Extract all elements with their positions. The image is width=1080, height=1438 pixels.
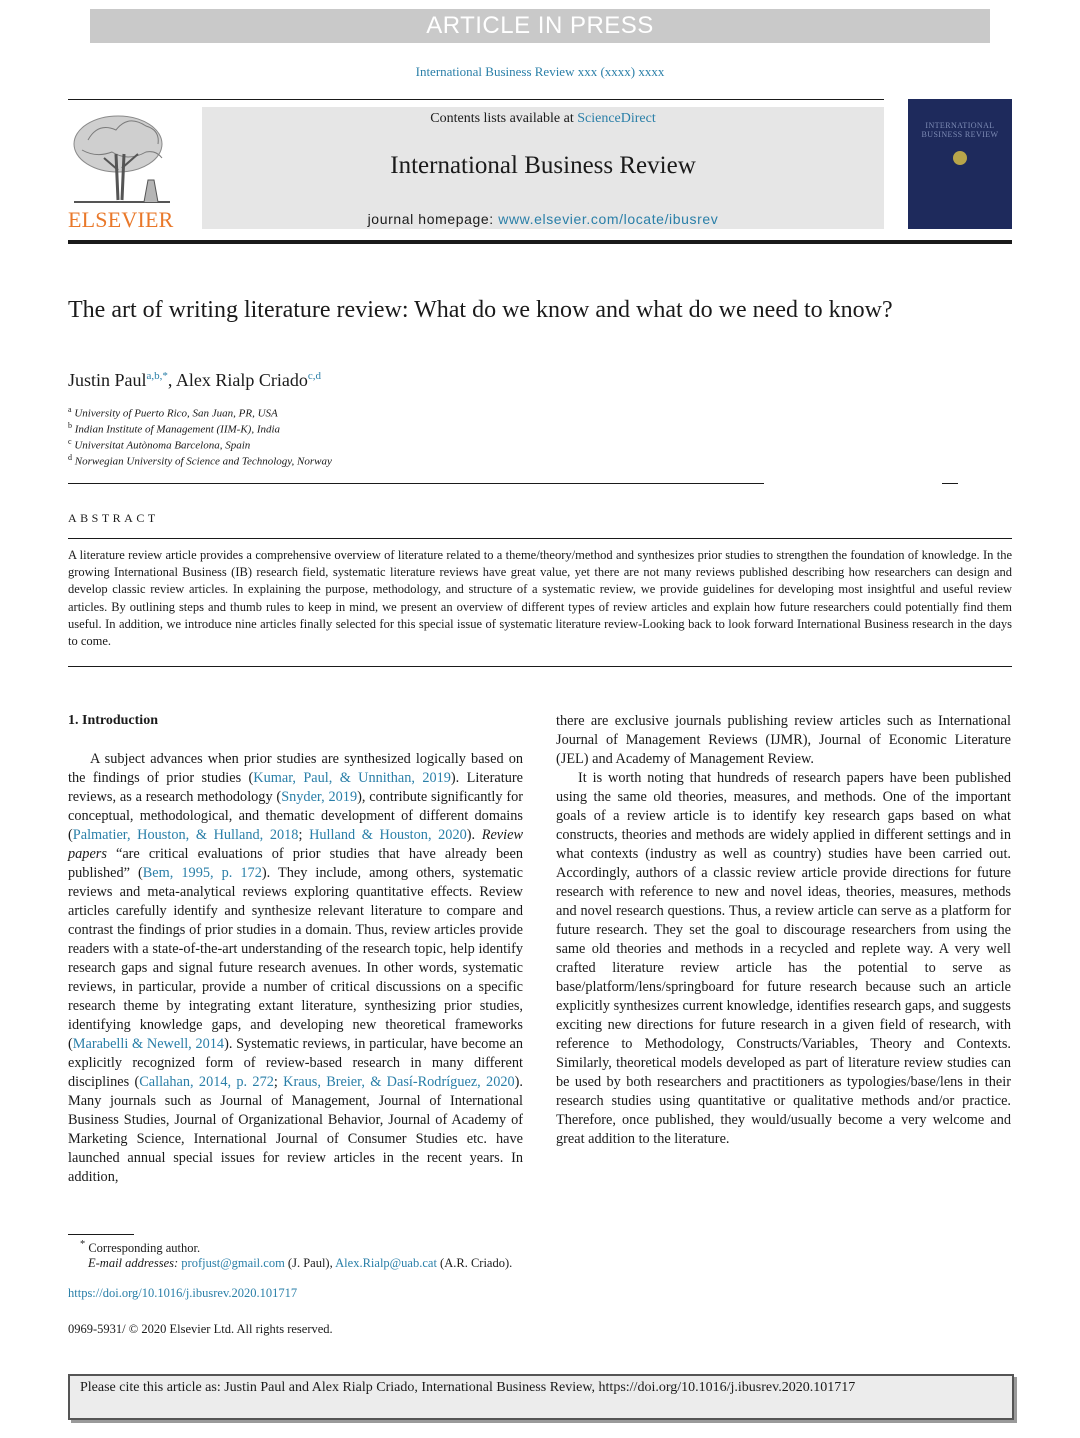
- affiliation-mark: b: [68, 421, 72, 430]
- header-top-rule: [68, 99, 884, 100]
- author-affiliation-marks[interactable]: a,b,*: [146, 370, 168, 382]
- body-text: ). Many journals such as Journal of Management, Journal of International Business Studies, Journal of Organizational Behavior, Journal of Academy of Marketing Science, International Journal of Consumer Studies etc. have launched annual special issues for review articles in the recent years. In addition,: [68, 1074, 523, 1185]
- affiliation-rule: [68, 483, 764, 484]
- abstract-heading: ABSTRACT: [68, 511, 159, 525]
- body-text: ). They include, among others, systematic reviews and meta-analytical reviews exploring quantitative effects. Review articles carefully identify and synthesize relevant literature to compare and contrast the findings of prior studies in a domain. Thus, review articles provide readers with a state-of-the-art understanding of the research topic, help identify research gaps and signal future research avenues. In other words, systematic reviews, in particular, provide a number of critical discussions on a specific research theme by integrating extant literature, synthesizing prior studies, identifying knowledge gaps, and developing new theoretical frameworks (: [68, 865, 523, 1052]
- emphasis-text: Review papers: [68, 827, 523, 862]
- body-paragraph: [68, 750, 523, 1187]
- body-text: ;: [298, 827, 310, 843]
- citation-link[interactable]: Kraus, Breier, & Dasí-Rodríguez, 2020: [283, 1074, 515, 1090]
- footnote-mark: *: [80, 1239, 86, 1250]
- homepage-prefix: journal homepage:: [367, 211, 499, 227]
- affiliation-mark: c: [68, 437, 72, 446]
- homepage-link[interactable]: www.elsevier.com/locate/ibusrev: [498, 211, 719, 227]
- citation-link[interactable]: Marabelli & Newell, 2014: [72, 1036, 225, 1052]
- journal-cover[interactable]: [908, 99, 1012, 229]
- journal-reference[interactable]: International Business Review xxx (xxxx) xxxx: [415, 64, 665, 79]
- section-heading: 1. Introduction: [68, 713, 158, 728]
- citation-link[interactable]: Hulland & Houston, 2020: [309, 827, 467, 843]
- doi-link[interactable]: https://doi.org/10.1016/j.ibusrev.2020.101717: [68, 1286, 298, 1300]
- body-text: ). Literature reviews, as a research methodology (: [68, 770, 523, 805]
- corresponding-author-note: [80, 1239, 200, 1256]
- body-text: A subject advances when prior studies are synthesized logically based on the findings of prior studies (: [68, 751, 523, 786]
- abstract-top-rule: [68, 538, 1012, 539]
- journal-name: International Business Review: [390, 152, 696, 179]
- contents-prefix: Contents lists available at: [430, 111, 578, 126]
- citation-text[interactable]: Please cite this article as: Justin Paul and Alex Rialp Criado, International Business Review, https://doi.org/10.1016/j.ibusrev.2020.101717: [80, 1380, 856, 1395]
- affiliation-mark: d: [68, 453, 72, 462]
- article-title: The art of writing literature review: What do we know and what do we need to know?: [68, 297, 893, 323]
- body-text: ). Systematic reviews, in particular, have become an explicitly recognized form of review-based research in many different disciplines (: [68, 1036, 523, 1090]
- email-owner: (A.R. Criado).: [436, 1256, 513, 1270]
- affiliation: [68, 437, 250, 452]
- footnote-text: Corresponding author.: [85, 1241, 201, 1256]
- body-column-left: [68, 750, 523, 1187]
- citation-link[interactable]: Callahan, 2014, p. 272: [139, 1074, 274, 1090]
- cover-emblem-icon: [953, 151, 967, 165]
- article-in-press-banner: ARTICLE IN PRESS: [90, 9, 990, 43]
- journal-homepage: [202, 211, 884, 227]
- body-text: ;: [273, 1074, 284, 1090]
- email-link[interactable]: profjust@gmail.com: [181, 1256, 285, 1270]
- author-name[interactable]: Justin Paul: [68, 370, 147, 390]
- body-column-right: [556, 712, 1011, 1149]
- body-text: “are critical evaluations of prior studies that have already been published” (: [68, 846, 523, 881]
- email-note: [88, 1256, 512, 1271]
- header-bottom-rule: [68, 240, 1012, 244]
- body-text: ).: [466, 827, 482, 843]
- cover-title: INTERNATIONAL BUSINESS REVIEW: [921, 121, 999, 139]
- body-text: ), contribute significantly for conceptual, methodological, and thematic development of different domains (: [68, 789, 523, 843]
- citation-link[interactable]: Snyder, 2019: [281, 789, 358, 805]
- citation-link[interactable]: Kumar, Paul, & Unnithan, 2019: [253, 770, 451, 786]
- affiliation-text: Norwegian University of Science and Technology, Norway: [74, 455, 332, 468]
- affiliation: [68, 421, 280, 436]
- affiliation-rule-tail: [942, 483, 958, 484]
- elsevier-wordmark: ELSEVIER: [68, 207, 174, 232]
- copyright-line: 0969-5931/ © 2020 Elsevier Ltd. All rights reserved.: [68, 1322, 333, 1336]
- abstract-text: A literature review article provides a comprehensive overview of literature related to a theme/theory/method and synthesizes prior studies to strengthen the foundation of knowledge. In the growing International Business (IB) research field, systematic literature reviews have great value, yet there are not many reviews published describing how researchers can design and develop classic review articles. In explaining the purpose, methodology, and structure of a systematic review, we provide guidelines for developing most insightful and useful review articles. By outlining steps and thumb rules to keep in mind, we present an overview of different types of review articles and explain how future researchers could potentially find them useful. In addition, we introduce nine articles finally selected for this special issue of systematic literature review-Looking back to look forward International Business research in the days to come.: [68, 548, 1012, 649]
- author-list: [68, 370, 321, 391]
- email-label: E-mail addresses:: [88, 1256, 182, 1270]
- citation-link[interactable]: Bem, 1995, p. 172: [142, 865, 262, 881]
- email-owner: (J. Paul),: [284, 1256, 336, 1270]
- affiliation: [68, 405, 278, 420]
- author-name[interactable]: Alex Rialp Criado: [175, 370, 308, 390]
- sciencedirect-link[interactable]: ScienceDirect: [577, 111, 656, 126]
- body-paragraph: It is worth noting that hundreds of research papers have been published using the same old theories, measures, and methods. One of the important goals of a review article is to identify key research gaps based on what constructs, theories and methods are widely applied in different settings and in what contexts (industry as well as country) studies have been carried out. Accordingly, authors of a classic review article provide directions for future research with reference to new and novel ideas, theories, measures, methods and novel research questions. Thus, a review article can serve as a platform for future research. They set the goal to discourage researchers from using the same old theories and methods in a recycled and replete way. A very well crafted literature review article has the potential to serve as base/platform/lens/springboard for future research because such an article explicitly synthesizes current knowledge, identifies research gaps, and suggests exciting new directions for future research in a given field of research, with reference to Methodology, Constructs/Variables, Theory and Contexts. Similarly, theoretical models developed as part of literature review studies can be used by both researchers and practitioners as typologies/base/lens in their research studies using quantitative or qualitative methods and/or practice. Therefore, once published, they would/usually become a very welcome and great addition to the literature.: [556, 770, 1011, 1147]
- affiliation: [68, 453, 332, 468]
- footnote-rule: [68, 1234, 134, 1235]
- affiliation-text: Indian Institute of Management (IIM-K), India: [74, 423, 281, 436]
- contents-line: [202, 111, 884, 127]
- body-paragraph: there are exclusive journals publishing review articles such as International Journal of Management Reviews (IJMR), Journal of Economic Literature (JEL) and Academy of Management Review.: [556, 713, 1011, 767]
- elsevier-tree-icon: [68, 110, 176, 206]
- email-link[interactable]: Alex.Rialp@uab.cat: [335, 1256, 437, 1270]
- citation-link[interactable]: Palmatier, Houston, & Hulland, 2018: [72, 827, 299, 843]
- affiliation-mark: a: [68, 405, 72, 414]
- author-separator: ,: [167, 370, 176, 390]
- author-affiliation-marks[interactable]: c,d: [307, 370, 322, 382]
- affiliation-text: University of Puerto Rico, San Juan, PR, USA: [74, 407, 278, 420]
- affiliation-text: Universitat Autònoma Barcelona, Spain: [74, 439, 251, 452]
- abstract-bottom-rule: [68, 666, 1012, 667]
